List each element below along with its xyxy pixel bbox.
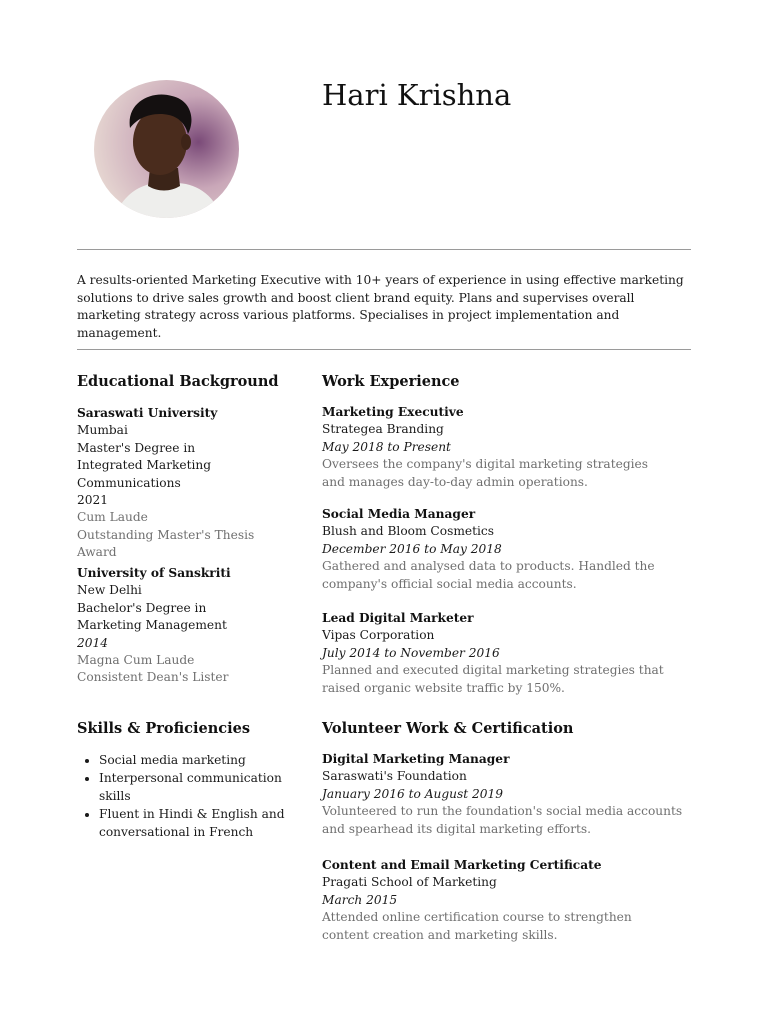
certification-description: Attended online certification course to strengthen content creation and marketing skills. <box>322 910 632 942</box>
volunteer-entry <box>322 751 694 838</box>
job-title: Social Media Manager <box>322 507 476 521</box>
work-section <box>322 373 697 390</box>
education-heading: Educational Background <box>77 373 279 390</box>
job-title: Lead Digital Marketer <box>322 611 474 625</box>
volunteer-dates: January 2016 to August 2019 <box>322 786 504 801</box>
skills-heading: Skills & Proficiencies <box>77 720 250 737</box>
honor: Magna Cum Laude <box>77 653 195 668</box>
divider-bottom <box>77 349 691 350</box>
work-entry <box>322 506 694 593</box>
graduation-year: 2021 <box>77 493 109 508</box>
honor: Cum Laude <box>77 510 148 525</box>
degree: Bachelor's Degree in Marketing Management <box>77 600 227 633</box>
company-name: Strategea Branding <box>322 422 444 437</box>
school-name: University of Sanskriti <box>77 566 231 580</box>
school-city: Mumbai <box>77 423 128 438</box>
graduation-year: 2014 <box>77 635 109 650</box>
skills-list <box>77 751 287 841</box>
institution-name: Pragati School of Marketing <box>322 875 497 890</box>
skills-section <box>77 720 282 737</box>
job-description: Gathered and analysed data to products. Handled the company's official social media accounts. <box>322 559 655 591</box>
profile-photo-image <box>94 80 239 218</box>
job-dates: May 2018 to Present <box>322 439 451 454</box>
volunteer-heading: Volunteer Work & Certification <box>322 720 574 737</box>
job-title: Marketing Executive <box>322 405 464 419</box>
skill-item: • Social media marketing <box>99 751 287 769</box>
volunteer-role: Digital Marketing Manager <box>322 752 510 766</box>
candidate-name: Hari Krishna <box>322 78 512 112</box>
company-name: Vipas Corporation <box>322 628 435 643</box>
education-section <box>77 373 282 390</box>
certification-date: March 2015 <box>322 892 398 907</box>
organization-name: Saraswati's Foundation <box>322 769 467 784</box>
education-entry <box>77 405 282 562</box>
education-entry <box>77 565 282 687</box>
skill-item: • Fluent in Hindi & English and conversational in French <box>99 805 287 841</box>
work-entry <box>322 610 694 697</box>
divider-top <box>77 249 691 250</box>
job-description: Planned and executed digital marketing strategies that raised organic website traffic by 150%. <box>322 663 664 695</box>
job-description: Oversees the company's digital marketing strategies and manages day-to-day admin operations. <box>322 457 648 489</box>
school-city: New Delhi <box>77 583 142 598</box>
degree: Master's Degree in Integrated Marketing Communications <box>77 440 212 490</box>
honor: Consistent Dean's Lister <box>77 670 229 685</box>
job-dates: December 2016 to May 2018 <box>322 541 502 556</box>
work-entry <box>322 404 694 491</box>
work-heading: Work Experience <box>322 373 460 390</box>
profile-photo <box>94 80 239 218</box>
profile-summary: A results-oriented Marketing Executive with 10+ years of experience in using effective marketing solutions to drive sales growth and boost client brand equity. Plans and supervises overall marketing strategy across various platforms. Specialises in project implementation and management. <box>77 273 684 340</box>
honor: Outstanding Master's Thesis Award <box>77 527 255 560</box>
skills-list-wrap <box>77 751 287 841</box>
certification-entry <box>322 857 694 944</box>
company-name: Blush and Bloom Cosmetics <box>322 524 494 539</box>
volunteer-section <box>322 720 697 737</box>
volunteer-description: Volunteered to run the foundation's social media accounts and spearhead its digital marketing efforts. <box>322 804 683 836</box>
certification-title: Content and Email Marketing Certificate <box>322 858 602 872</box>
school-name: Saraswati University <box>77 406 218 420</box>
skill-item: • Interpersonal communication skills <box>99 769 287 805</box>
job-dates: July 2014 to November 2016 <box>322 645 500 660</box>
